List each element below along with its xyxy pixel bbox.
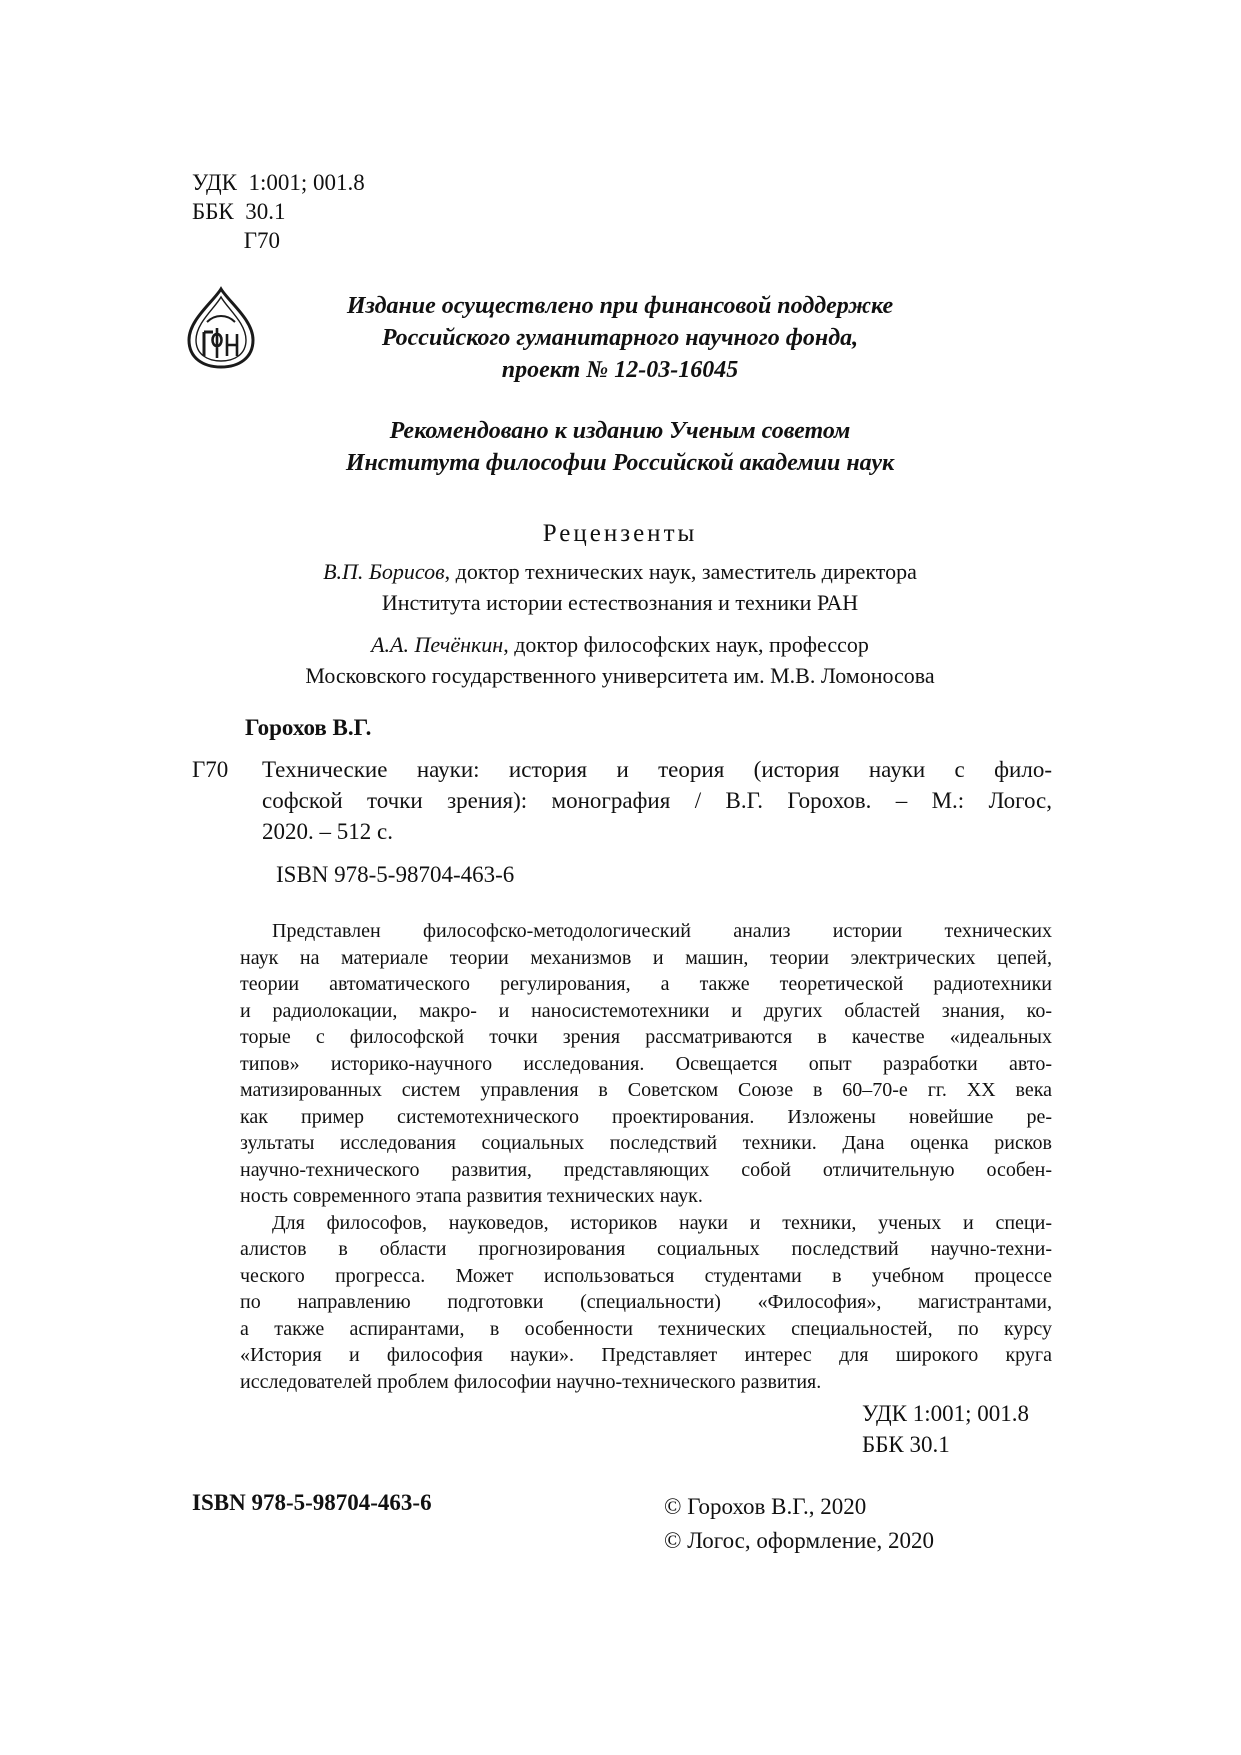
annotation-line: как пример системотехнического проектирования. Изложены новейшие ре- xyxy=(240,1105,1052,1128)
annotation-line: а также аспирантами, в особенности технических специальностей, по курсу xyxy=(240,1317,1052,1340)
annotation-line: «История и философия науки». Представляет интерес для широкого круга xyxy=(240,1344,1052,1366)
rgnf-logo xyxy=(185,286,257,370)
classification-block xyxy=(192,168,365,255)
annotation-line: теории автоматического регулирования, а также теоретической радиотехники xyxy=(240,973,1052,995)
reviewer-affiliation: Московского государственного университета им. М.В. Ломоносова xyxy=(305,663,935,688)
annotation-line: типов» историко-научного исследования. Освещается опыт разработки авто- xyxy=(240,1052,1052,1075)
reviewer-name: В.П. Борисов xyxy=(323,559,445,584)
reviewer-entry xyxy=(200,629,1040,691)
recommendation-line: Института философии Российской академии наук xyxy=(345,450,895,476)
reviewer-affiliation: Института истории естествознания и техники РАН xyxy=(381,590,859,615)
funding-notice xyxy=(300,290,940,386)
annotation-line: Для философов, науковедов, историков науки и техники, ученых и специ- xyxy=(272,1211,1052,1234)
annotation-line: наук на материале теории механизмов и машин, теории электрических цепей, xyxy=(240,946,1052,969)
classification-block-bottom xyxy=(862,1398,1029,1460)
bbk-code: ББК 30.1 xyxy=(862,1432,950,1457)
annotation-line: ческого прогресса. Может использоваться студентами в учебном процессе xyxy=(240,1264,1052,1287)
description-line: Технические науки: история и теория (история науки с фило- xyxy=(262,757,1052,782)
description-line: 2020. – 512 с. xyxy=(262,819,393,844)
isbn: ISBN 978-5-98704-463-6 xyxy=(276,862,515,887)
author-code: Г70 xyxy=(192,757,229,782)
rgnf-emblem-icon xyxy=(185,286,257,370)
udk-code: УДК 1:001; 001.8 xyxy=(192,170,365,195)
funding-line: Издание осуществлено при финансовой поддержке xyxy=(346,293,894,319)
funding-line: проект № 12-03-16045 xyxy=(501,357,739,383)
reviewer-entry xyxy=(200,556,1040,618)
recommendation-notice xyxy=(300,415,940,479)
annotation-line: алистов в области прогнозирования социальных последствий научно-техни- xyxy=(240,1238,1052,1260)
annotation-line: Представлен философско-методологический анализ истории технических xyxy=(272,920,1052,942)
book-author: Горохов В.Г. xyxy=(245,715,372,740)
annotation-line: научно-технического развития, представляющих собой отличительную особен- xyxy=(240,1158,1052,1181)
author-mark: Г70 xyxy=(192,228,281,253)
annotation-line: исследователей проблем философии научно-технического развития. xyxy=(240,1370,822,1393)
annotation-line: ность современного этапа развития технических наук. xyxy=(240,1185,703,1207)
funding-line: Российского гуманитарного научного фонда, xyxy=(381,325,859,351)
annotation-line: по направлению подготовки (специальности) «Философия», магистрантами, xyxy=(240,1291,1052,1313)
description-line: софской точки зрения): монография / В.Г. Горохов. – М.: Логос, xyxy=(262,788,1052,813)
annotation-line: и радиолокации, макро- и наносистемотехники и других областей знания, ко- xyxy=(240,999,1052,1022)
recommendation-line: Рекомендовано к изданию Ученым советом xyxy=(389,418,851,444)
annotation-line: торые с философской точки зрения рассматриваются в качестве «идеальных xyxy=(240,1026,1052,1048)
annotation-line: матизированных систем управления в Советском Союзе в 60–70-е гг. XX века xyxy=(240,1079,1052,1101)
annotation-line: зультаты исследования социальных последствий техники. Дана оценка рисков xyxy=(240,1132,1052,1154)
copyright-line: © Горохов В.Г., 2020 xyxy=(664,1494,867,1519)
udk-code: УДК 1:001; 001.8 xyxy=(862,1401,1030,1426)
copyright-line: © Логос, оформление, 2020 xyxy=(664,1528,935,1553)
bibliographic-description xyxy=(192,754,1052,847)
annotation xyxy=(240,918,1052,1395)
reviewers-heading: Рецензенты xyxy=(542,520,698,547)
reviewer-name: А.А. Печёнкин xyxy=(371,632,504,657)
reviewer-title: , доктор философских наук, профессор xyxy=(503,632,869,657)
reviewer-title: , доктор технических наук, заместитель директора xyxy=(444,559,917,584)
bbk-code: ББК 30.1 xyxy=(192,199,286,224)
copyright-block xyxy=(664,1490,934,1558)
isbn-footer: ISBN 978-5-98704-463-6 xyxy=(192,1490,432,1515)
